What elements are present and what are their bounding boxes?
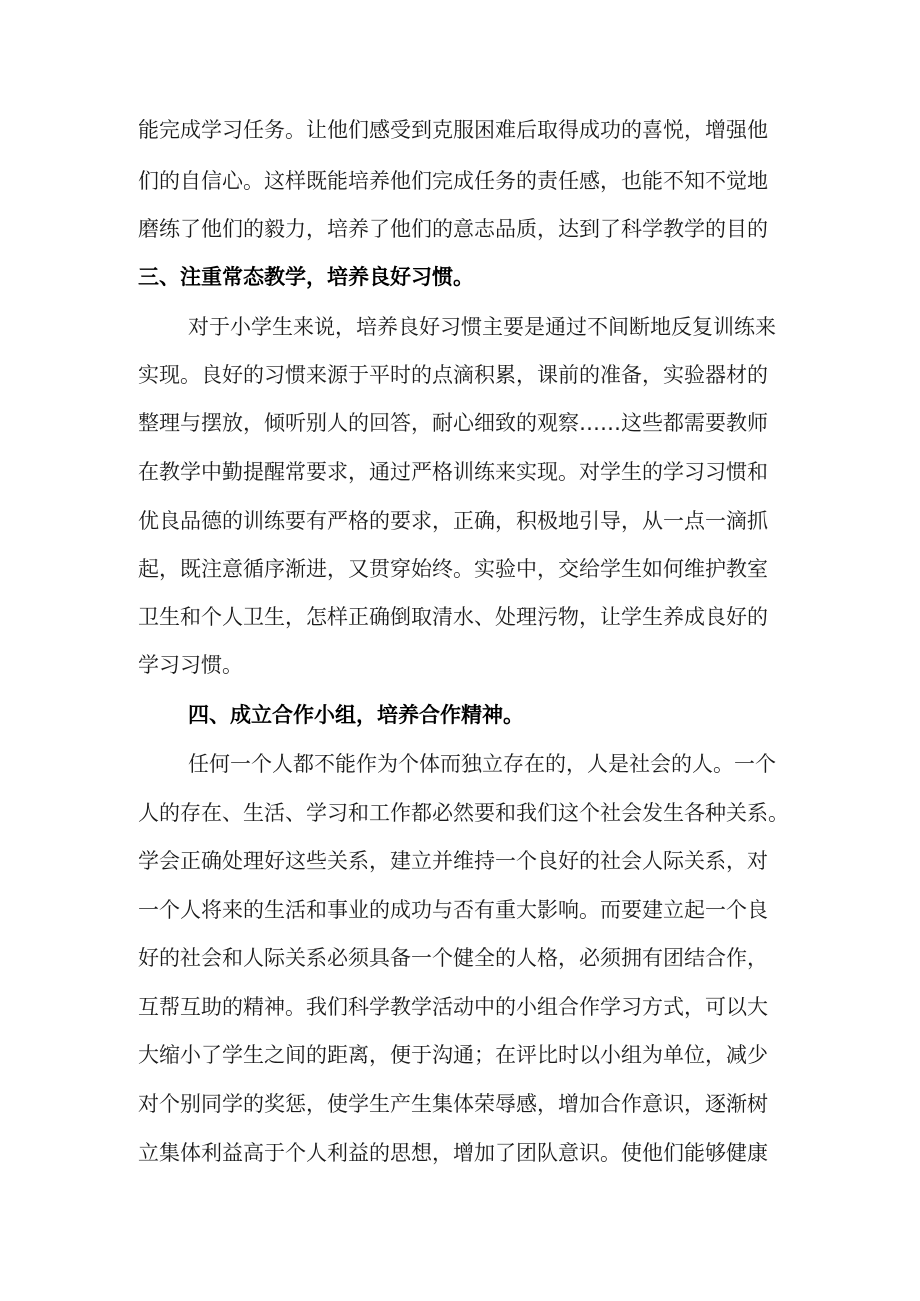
paragraph-line: 卫生和个人卫生，怎样正确倒取清水、处理污物，让学生养成良好的 — [138, 605, 768, 629]
paragraph-line: 学习习惯。 — [138, 653, 243, 677]
paragraph-line: 对个别同学的奖惩，使学生产生集体荣辱感，增加合作意识，逐渐树 — [138, 1092, 768, 1116]
paragraph-line: 起，既注意循序渐进，又贯穿始终。实验中，交给学生如何维护教室 — [138, 557, 768, 581]
section-heading-4: 四、成立合作小组，培养合作精神。 — [188, 703, 524, 727]
paragraph-line: 能完成学习任务。让他们感受到克服困难后取得成功的喜悦，增强他 — [138, 118, 768, 142]
paragraph-line: 实现。良好的习惯来源于平时的点滴积累，课前的准备，实验器材的 — [138, 363, 768, 387]
paragraph-line: 整理与摆放，倾听别人的回答，耐心细致的观察……这些都需要教师 — [138, 411, 768, 435]
paragraph-line: 对于小学生来说，培养良好习惯主要是通过不间断地反复训练来 — [188, 315, 776, 339]
paragraph-line: 在教学中勤提醒常要求，通过严格训练来实现。对学生的学习习惯和 — [138, 460, 768, 484]
paragraph-line: 一个人将来的生活和事业的成功与否有重大影响。而要建立起一个良 — [138, 898, 768, 922]
paragraph-line: 学会正确处理好这些关系，建立并维持一个良好的社会人际关系，对 — [138, 849, 768, 873]
paragraph-line: 们的自信心。这样既能培养他们完成任务的责任感，也能不知不觉地 — [138, 169, 768, 193]
paragraph-line: 优良品德的训练要有严格的要求，正确，积极地引导，从一点一滴抓 — [138, 509, 768, 533]
paragraph-line: 立集体利益高于个人利益的思想，增加了团队意识。使他们能够健康 — [138, 1141, 768, 1165]
paragraph-line: 任何一个人都不能作为个体而独立存在的，人是社会的人。一个 — [188, 752, 776, 776]
paragraph-line: 互帮互助的精神。我们科学教学活动中的小组合作学习方式，可以大 — [138, 995, 768, 1019]
paragraph-line: 大缩小了学生之间的距离，便于沟通；在评比时以小组为单位，减少 — [138, 1043, 768, 1067]
paragraph-line: 磨练了他们的毅力，培养了他们的意志品质，达到了科学教学的目的 — [138, 217, 768, 241]
paragraph-line: 好的社会和人际关系必须具备一个健全的人格，必须拥有团结合作， — [138, 946, 768, 970]
paragraph-line: 人的存在、生活、学习和工作都必然要和我们这个社会发生各种关系。 — [138, 801, 789, 825]
section-heading-3: 三、注重常态教学，培养良好习惯。 — [138, 265, 474, 289]
